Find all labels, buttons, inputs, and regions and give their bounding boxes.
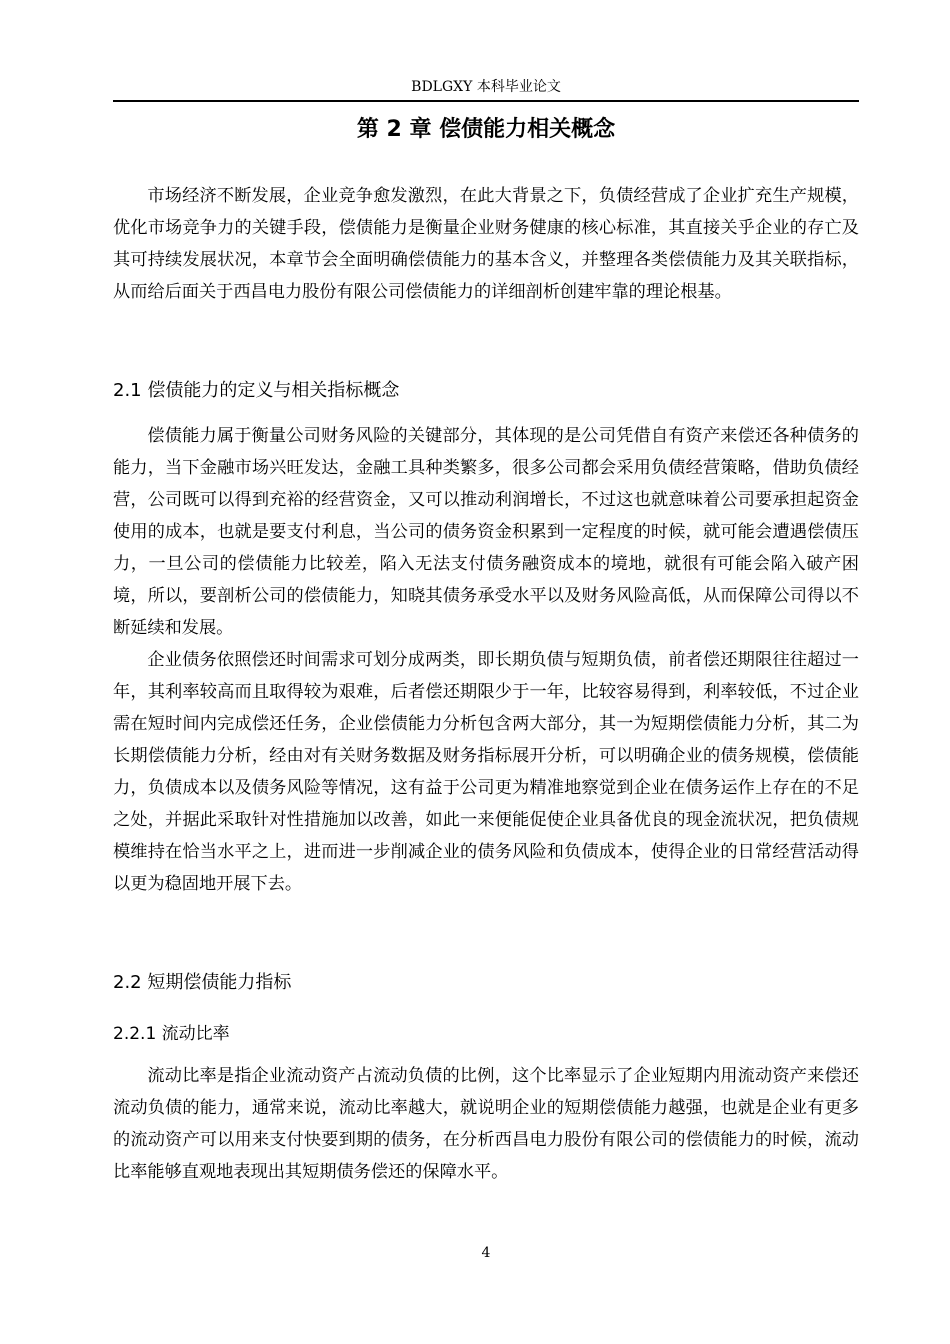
subsection-2-2-1-title: 2.2.1 流动比率 <box>113 1024 230 1044</box>
section-2-2-title: 2.2 短期偿债能力指标 <box>113 972 292 993</box>
section-2-1-paragraph-1: 偿债能力属于衡量公司财务风险的关键部分，其体现的是公司凭借自有资产来偿还各种债务的能力，当下金融市场兴旺发达，金融工具种类繁多，很多公司都会采用负债经营策略，借助负债经营，公司既可以得到充裕的经营资金，又可以推动利润增长，不过这也就意味着公司要承担起资金使用的成本，也就是要支付利息，当公司的债务资金积累到一定程度的时候，就可能会遭遇偿债压力，一旦公司的偿债能力比较差，陷入无法支付债务融资成本的境地，就很有可能会陷入破产困境，所以，要剖析公司的偿债能力，知晓其债务承受水平以及财务风险高低，从而保障公司得以不断延续和发展。 <box>113 426 859 638</box>
chapter-intro-paragraph: 市场经济不断发展，企业竞争愈发激烈，在此大背景之下，负债经营成了企业扩充生产规模，优化市场竞争力的关键手段，偿债能力是衡量企业财务健康的核心标准，其直接关乎企业的存亡及其可持续发展状况，本章节会全面明确偿债能力的基本含义，并整理各类偿债能力及其关联指标，从而给后面关于西昌电力股份有限公司偿债能力的详细剖析创建牢靠的理论根基。 <box>113 186 859 302</box>
section-2-1-paragraph-2: 企业债务依照偿还时间需求可划分成两类，即长期负债与短期负债，前者偿还期限往往超过一年，其利率较高而且取得较为艰难，后者偿还期限少于一年，比较容易得到，利率较低，不过企业需在短时间内完成偿还任务，企业偿债能力分析包含两大部分，其一为短期偿债能力分析，其二为长期偿债能力分析，经由对有关财务数据及财务指标展开分析，可以明确企业的债务规模，偿债能力，负债成本以及债务风险等情况，这有益于公司更为精准地察觉到企业在债务运作上存在的不足之处，并据此采取针对性措施加以改善，如此一来便能促使企业具备优良的现金流状况，把负债规模维持在恰当水平之上，进而进一步削减企业的债务风险和负债成本，使得企业的日常经营活动得以更为稳固地开展下去。 <box>113 650 859 894</box>
subsection-2-2-1-paragraph: 流动比率是指企业流动资产占流动负债的比例，这个比率显示了企业短期内用流动资产来偿还流动负债的能力，通常来说，流动比率越大，就说明企业的短期偿债能力越强，也就是企业有更多的流动资产可以用来支付快要到期的债务，在分析西昌电力股份有限公司的偿债能力的时候，流动比率能够直观地表现出其短期债务偿还的保障水平。 <box>113 1066 859 1182</box>
page-number: 4 <box>481 1245 491 1261</box>
section-2-1-title: 2.1 偿债能力的定义与相关指标概念 <box>113 380 400 401</box>
running-header: BDLGXY 本科毕业论文 <box>411 79 561 95</box>
header-rule <box>113 100 859 102</box>
chapter-title: 第 2 章 偿债能力相关概念 <box>356 117 616 142</box>
